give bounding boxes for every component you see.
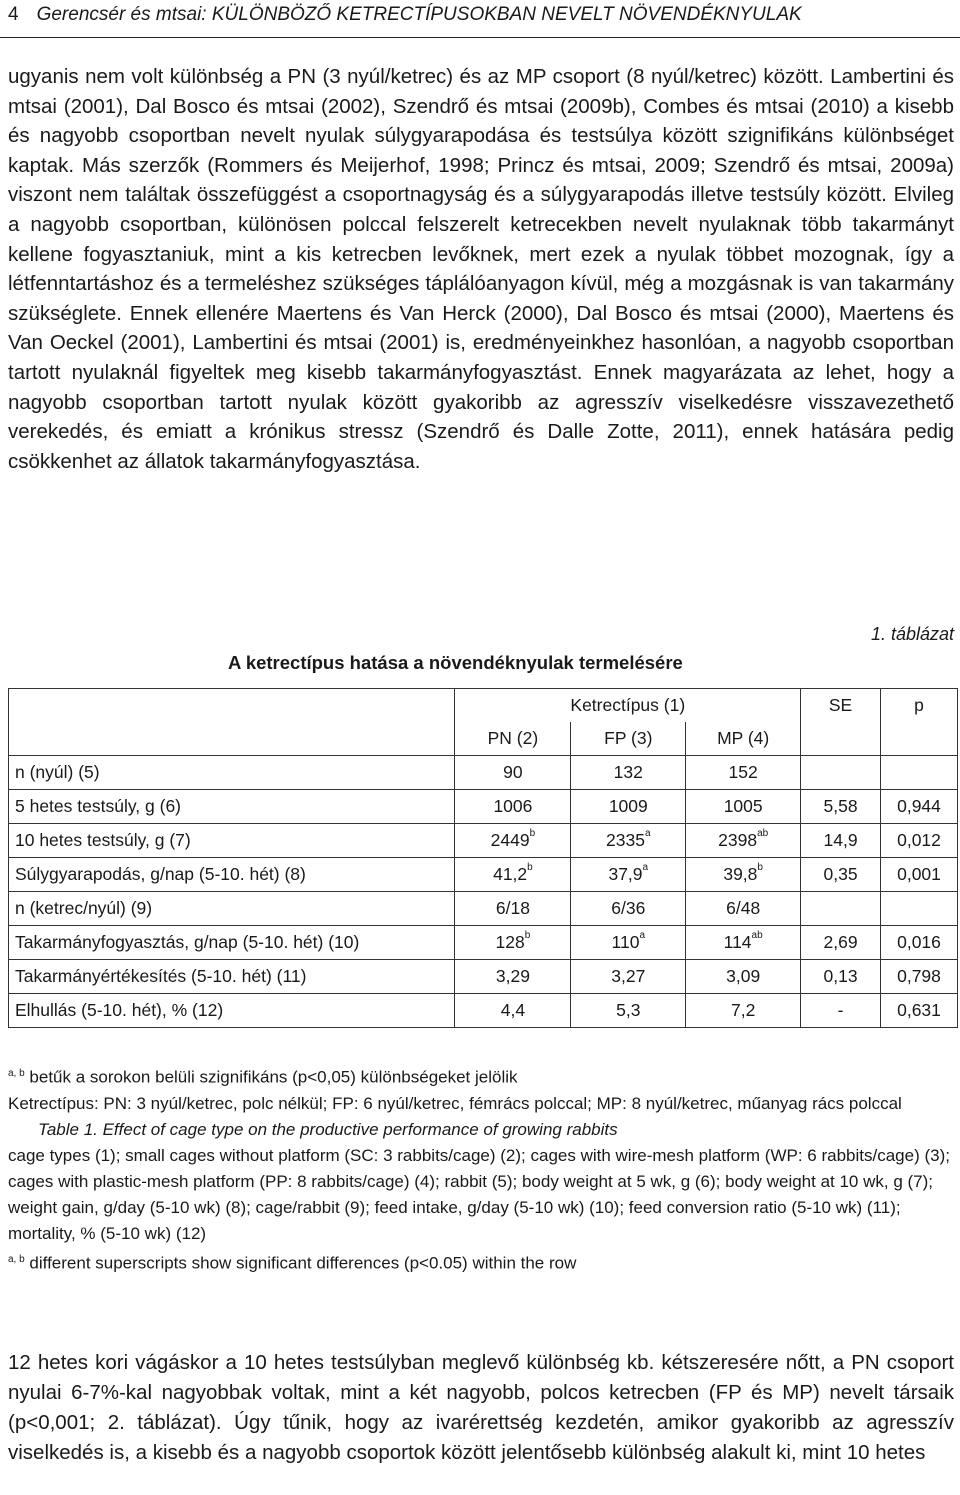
cell-mp-superscript: b xyxy=(757,862,763,873)
table-title: A ketrectípus hatása a növendéknyulak termelésére xyxy=(228,652,683,673)
p-header-cell: p xyxy=(881,689,958,723)
cell-fp-value: 132 xyxy=(613,762,643,782)
cell-fp xyxy=(571,790,686,824)
cell-p xyxy=(881,926,958,960)
cell-p-value: 0,631 xyxy=(897,1000,941,1020)
cell-pn-superscript: b xyxy=(529,828,536,839)
body-paragraph xyxy=(8,62,954,476)
row-label-value: n (ketrec/nyúl) (9) xyxy=(15,898,153,918)
cell-fp xyxy=(571,926,686,960)
cell-se xyxy=(801,858,881,892)
cell-mp xyxy=(686,960,801,994)
cell-mp-value: 1005 xyxy=(723,796,763,816)
cell-mp-value: 7,2 xyxy=(730,1000,756,1020)
cell-se xyxy=(801,824,881,858)
table-title-en: Table 1. Effect of cage type on the productive performance of growing rabbits xyxy=(38,1119,618,1139)
cell-se-value: 2,69 xyxy=(823,932,858,952)
cell-pn-superscript: b xyxy=(527,862,533,873)
cell-fp-superscript: a xyxy=(644,828,651,839)
group-header-cell: Ketrectípus (1) xyxy=(455,689,801,723)
cell-mp-value: 6/48 xyxy=(726,898,761,918)
cell-fp xyxy=(571,824,686,858)
cell-fp xyxy=(571,858,686,892)
cell-mp xyxy=(686,994,801,1028)
table-body xyxy=(9,756,958,1028)
cell-se xyxy=(801,790,881,824)
subheader-p-empty xyxy=(881,722,958,756)
table-row xyxy=(9,926,958,960)
cell-se-value: 14,9 xyxy=(823,830,858,850)
row-label xyxy=(9,824,455,858)
cell-pn xyxy=(455,756,571,790)
cell-fp xyxy=(571,756,686,790)
cell-fp-superscript: a xyxy=(642,862,649,873)
body-paragraph-text: ugyanis nem volt különbség a PN (3 nyúl/ketrec) és az MP csoport (8 nyúl/ketrec) között. Lambertini és mtsai (2001), Dal Bosco és mtsai (2002), Szendrő és mtsai (2009b), Combes és mtsai (2010) a kisebb és nagyobb csoportban nevelt nyulak súlygyarapodása és testsúlya között szignifikáns különbséget kaptak. Más szerzők (Rommers és Meijerhof, 1998; Princz és mtsai, 2009; Szendrő és mtsai, 2009a) viszont nem találtak összefüggést a csoportnagyság és a súlygyarapodás illetve testsúly között. Elvileg a nagyobb csoportban, különösen polccal felszerelt ketrecekben nevelt nyulaknak több takarmányt kellene fogyasztaniuk, mint a kis ketrecben levőknek, mert ezek a nyulak többet mozognak, így a létfenntartáshoz és a termeléshez szükséges táplálóanyagon kívül, még a mozgásnak is van takarmány szükséglete. Ennek ellenére Maertens és Van Herck (2000), Dal Bosco és mtsai (2000), Maertens és Van Oeckel (2001), Lambertini és mtsai (2001) is, eredményeinkhez hasonlóan, a nagyobb csoportban tartott nyulaknál figyeltek meg kisebb takarmányfogyasztást. Ennek magyarázata az lehet, hogy a nagyobb csoportban tartott nyulak között gyakoribb az agresszív viselkedésre visszavezethető verekedés, és emiatt a krónikus stressz (Szendrő és Dalle Zotte, 2011), ennek hatására pedig csökkenhet az állatok takarmányfogyasztása. xyxy=(8,65,954,473)
header-divider xyxy=(0,37,960,38)
table-row xyxy=(9,756,958,790)
row-label-value: Takarmányfogyasztás, g/nap (5-10. hét) (10) xyxy=(15,932,360,952)
cell-p xyxy=(881,756,958,790)
cell-mp-superscript: ab xyxy=(757,828,769,839)
significance-sup-en: a, b xyxy=(8,1253,25,1265)
cell-fp xyxy=(571,892,686,926)
cell-fp-superscript: a xyxy=(639,930,646,941)
cell-mp-value: 39,8 xyxy=(723,864,758,884)
cell-mp-value: 114 xyxy=(723,932,752,952)
cell-pn-value: 90 xyxy=(503,762,523,782)
cell-mp-value: 2398 xyxy=(718,830,758,850)
cell-p xyxy=(881,960,958,994)
cell-mp xyxy=(686,790,801,824)
table-caption: 1. táblázat xyxy=(870,624,954,644)
cell-se xyxy=(801,960,881,994)
table-subheader-row xyxy=(9,722,958,756)
cell-mp-superscript: ab xyxy=(751,930,763,941)
cell-se xyxy=(801,756,881,790)
row-label-value: Súlygyarapodás, g/nap (5-10. hét) (8) xyxy=(15,864,306,884)
cell-fp-value: 3,27 xyxy=(611,966,646,986)
cell-pn-value: 4,4 xyxy=(500,1000,526,1020)
cell-pn xyxy=(455,960,571,994)
cell-pn-value: 1006 xyxy=(493,796,533,816)
cell-p xyxy=(881,892,958,926)
row-label xyxy=(9,790,455,824)
results-table xyxy=(8,688,958,1028)
cell-p-value: 0,016 xyxy=(897,932,941,952)
legend-en: cage types (1); small cages without platform (SC: 3 rabbits/cage) (2); cages with wire-mesh platform (WP: 6 rabbits/cage) (3); cages with plastic-mesh platform (PP: 8 rabbits/cage) (4); rabbit (5); body weight at 5 wk, g (6); body weight at 10 wk, g (7); weight gain, g/day (5-10 wk) (8); cage/rabbit (9); feed intake, g/day (5-10 wk) (10); feed conversion ratio (5-10 wk) (11); mortality, % (5-10 wk) (12) xyxy=(8,1145,950,1243)
cell-pn-superscript: b xyxy=(524,930,531,941)
cell-fp-value: 2335 xyxy=(606,830,645,850)
cell-mp-value: 3,09 xyxy=(726,966,761,986)
row-label xyxy=(9,756,455,790)
cell-mp-value: 152 xyxy=(728,762,758,782)
cage-types-note-hu: Ketrectípus: PN: 3 nyúl/ketrec, polc nélkül; FP: 6 nyúl/ketrec, fémrács polccal; MP: 8 nyúl/ketrec, műanyag rács polccal xyxy=(8,1093,902,1113)
subheader-mp: MP (4) xyxy=(686,722,801,756)
cell-pn xyxy=(455,824,571,858)
table-row xyxy=(9,790,958,824)
cell-p xyxy=(881,858,958,892)
cell-se-value: - xyxy=(837,1000,844,1020)
cell-fp xyxy=(571,960,686,994)
row-label xyxy=(9,994,455,1028)
table-row xyxy=(9,858,958,892)
cell-pn xyxy=(455,892,571,926)
table-notes xyxy=(8,1061,954,1276)
row-label xyxy=(9,926,455,960)
cell-fp-value: 37,9 xyxy=(608,864,643,884)
cell-p xyxy=(881,790,958,824)
significance-text-hu: betűk a sorokon belüli szignifikáns (p<0,05) különbségeket jelölik xyxy=(29,1067,518,1087)
cell-se-value: 0,35 xyxy=(823,864,858,884)
cell-pn xyxy=(455,926,571,960)
cell-mp xyxy=(686,858,801,892)
header-empty-cell xyxy=(9,689,455,723)
cell-pn-value: 6/18 xyxy=(495,898,530,918)
table-row xyxy=(9,960,958,994)
cell-p xyxy=(881,994,958,1028)
cell-fp-value: 110 xyxy=(611,932,640,952)
cell-se xyxy=(801,994,881,1028)
cell-p-value: 0,798 xyxy=(897,966,941,986)
significance-note-hu xyxy=(8,1061,954,1091)
row-label xyxy=(9,960,455,994)
cell-se-value: 5,58 xyxy=(823,796,858,816)
cell-pn xyxy=(455,994,571,1028)
cell-pn-value: 2449 xyxy=(490,830,530,850)
cell-pn xyxy=(455,858,571,892)
cell-fp-value: 1009 xyxy=(608,796,648,816)
cell-pn-value: 128 xyxy=(495,932,525,952)
cell-mp xyxy=(686,756,801,790)
significance-sup-hu: a, b xyxy=(8,1068,25,1079)
table-row xyxy=(9,824,958,858)
row-label-value: Elhullás (5-10. hét), % (12) xyxy=(15,1000,224,1020)
subheader-se-empty xyxy=(801,722,881,756)
cell-mp xyxy=(686,824,801,858)
running-title: Gerencsér és mtsai: KÜLÖNBÖZŐ KETRECTÍPUSOKBAN NEVELT NÖVENDÉKNYULAK xyxy=(36,4,802,25)
row-label-value: 5 hetes testsúly, g (6) xyxy=(15,796,182,816)
subheader-empty-cell xyxy=(9,722,455,756)
cell-p-value: 0,944 xyxy=(897,796,941,816)
row-label xyxy=(9,858,455,892)
cell-p-value: 0,001 xyxy=(897,864,941,884)
cell-p-value: 0,012 xyxy=(897,830,941,850)
subheader-fp: FP (3) xyxy=(571,722,686,756)
cell-se xyxy=(801,926,881,960)
se-header-cell: SE xyxy=(801,689,881,723)
cell-fp-value: 6/36 xyxy=(611,898,646,918)
cell-mp xyxy=(686,926,801,960)
cell-se xyxy=(801,892,881,926)
subheader-pn: PN (2) xyxy=(455,722,571,756)
table-row xyxy=(9,994,958,1028)
running-header xyxy=(8,4,956,26)
significance-text-en: different superscripts show significant differences (p<0.05) within the row xyxy=(29,1253,577,1273)
table-header-row xyxy=(9,689,958,723)
row-label-value: n (nyúl) (5) xyxy=(15,762,100,782)
significance-note-en xyxy=(8,1247,954,1277)
cell-pn xyxy=(455,790,571,824)
row-label xyxy=(9,892,455,926)
page-number: 4 xyxy=(8,4,19,25)
row-label-value: 10 hetes testsúly, g (7) xyxy=(15,830,191,850)
row-label-value: Takarmányértékesítés (5-10. hét) (11) xyxy=(15,966,307,986)
bottom-paragraph: 12 hetes kori vágáskor a 10 hetes testsúlyban meglevő különbség kb. kétszeresére nőtt, a PN csoport nyulai 6-7%-kal nagyobbak voltak, mint a két nagyobb, polcos ketrecben (FP és MP) nevelt társaik (p<0,001; 2. táblázat). Úgy tűnik, hogy az ivarérettség kezdetén, amikor gyakoribb az agresszív viselkedés is, a kisebb és a nagyobb csoportok között jelentősebb különbség alakult ki, mint 10 hetes xyxy=(8,1351,954,1464)
cell-se-value: 0,13 xyxy=(823,966,858,986)
cell-fp-value: 5,3 xyxy=(616,1000,641,1020)
cell-fp xyxy=(571,994,686,1028)
cell-pn-value: 41,2 xyxy=(493,864,528,884)
table-row xyxy=(9,892,958,926)
cell-pn-value: 3,29 xyxy=(495,966,530,986)
cell-mp xyxy=(686,892,801,926)
cell-p xyxy=(881,824,958,858)
